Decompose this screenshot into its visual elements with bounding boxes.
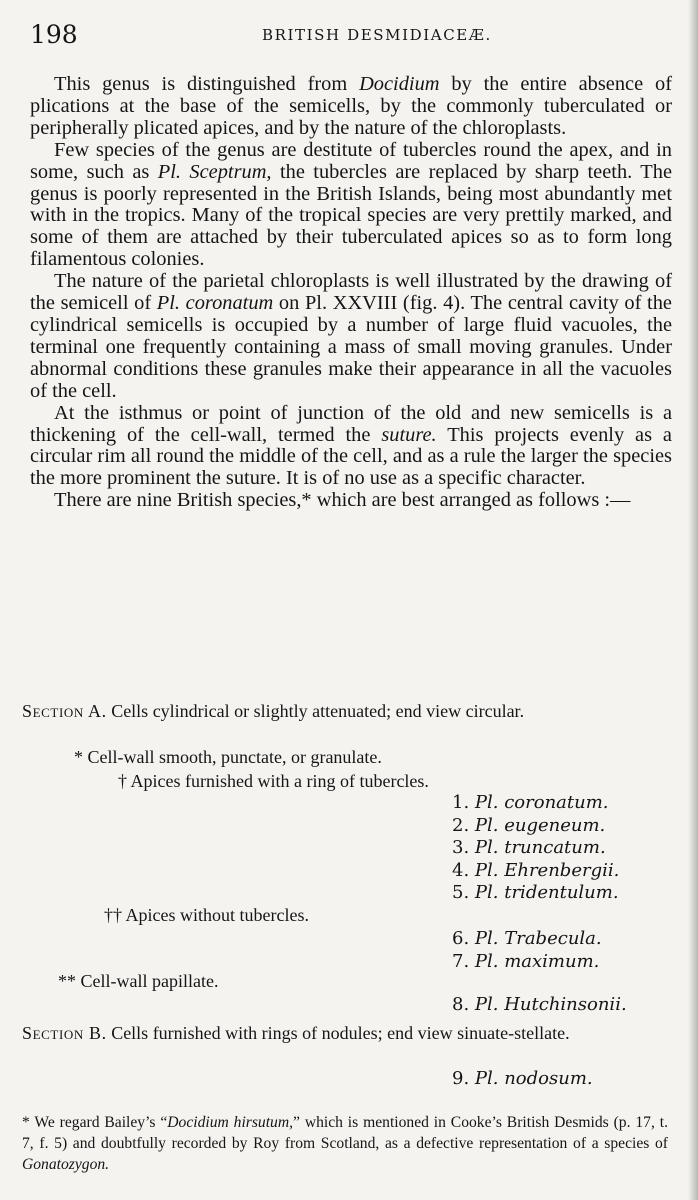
page-header [30,20,670,54]
list-item: 2. Pl. eugeneum. [452,814,606,836]
body-text [30,74,672,512]
list-item: 4. Pl. Ehrenbergii. [452,859,620,881]
list-item: 8. Pl. Hutchinsonii. [452,994,627,1015]
list-item: 3. Pl. truncatum. [452,837,606,858]
page-number: 198 [30,20,78,49]
section-a-label: Section A. [22,701,107,721]
paragraph-1: This genus is distinguished from Docidium by the entire absence of plications at the base of the semicells, by the commonly tuberculated or peripherally plicated apices, and by the nature of the chloroplasts. [30,73,672,139]
paragraph-4: At the isthmus or point of junction of the old and new semicells is a thickening of the cell-wall, termed the suture. This projects evenly as a circular rim all round the middle of the cell, and as a rule the larger the species the more prominent the suture. It is of no use as a specific character. [30,401,672,490]
running-head: BRITISH DESMIDIACEÆ. [262,26,492,44]
key-double-asterisk: ** Cell-wall papillate. [58,971,219,991]
section-a-description: Cells cylindrical or slightly attenuated; end view circular. [106,701,525,721]
footnote: * We regard Bailey’s “Docidium hirsutum,” which is mentioned in Cooke’s British Desmids (p. 17, t. 7, f. 5) and doubtfully recorded by Roy from Scotland, as a defective representation of a species of Gonatozygon. [22,1114,668,1173]
section-a-heading [22,700,664,722]
paragraph-5: There are nine British species,* which are best arranged as follows :— [54,489,631,512]
list-item: 7. Pl. maximum. [452,950,600,972]
list-item: 1. Pl. coronatum. [452,792,609,813]
species-group-4 [452,1068,593,1091]
page-edge-shadow [688,0,698,1200]
paragraph-2: Few species of the genus are destitute of tubercles round the apex, and in some, such as Pl. Sceptrum, the tubercles are replaced by sharp teeth. The genus is poorly represented in the British Islands, being most abundantly met with in the tropics. Many of the tropical species are very prettily marked, and some of them are attached by their tuberculated apices so as to form long filamentous colonies. [30,138,673,271]
key-single-asterisk: * Cell-wall smooth, punctate, or granulate. [74,747,382,767]
species-group-1 [452,792,619,905]
list-item: 6. Pl. Trabecula. [452,928,602,949]
section-b-label: Section B. [22,1023,107,1043]
paragraph-3: The nature of the parietal chloroplasts is well illustrated by the drawing of the semicell of Pl. coronatum on Pl. XXVIII (fig. 4). The central cavity of the cylindrical semicells is occupied by a number of large fluid vacuoles, the terminal one frequently containing a mass of small moving granules. Under abnormal conditions these granules make their appearance in all the vacuoles of the cell. [30,270,672,402]
list-item: 9. Pl. nodosum. [452,1068,593,1089]
species-group-3 [452,994,627,1017]
key-double-dagger: †† Apices without tubercles. [104,905,309,925]
list-item: 5. Pl. tridentulum. [452,882,619,903]
section-b-description: Cells furnished with rings of nodules; end view sinuate-stellate. [106,1023,570,1043]
key-single-dagger: † Apices furnished with a ring of tubercles. [118,771,429,791]
section-b-heading [22,1022,670,1044]
species-group-2 [452,928,602,973]
